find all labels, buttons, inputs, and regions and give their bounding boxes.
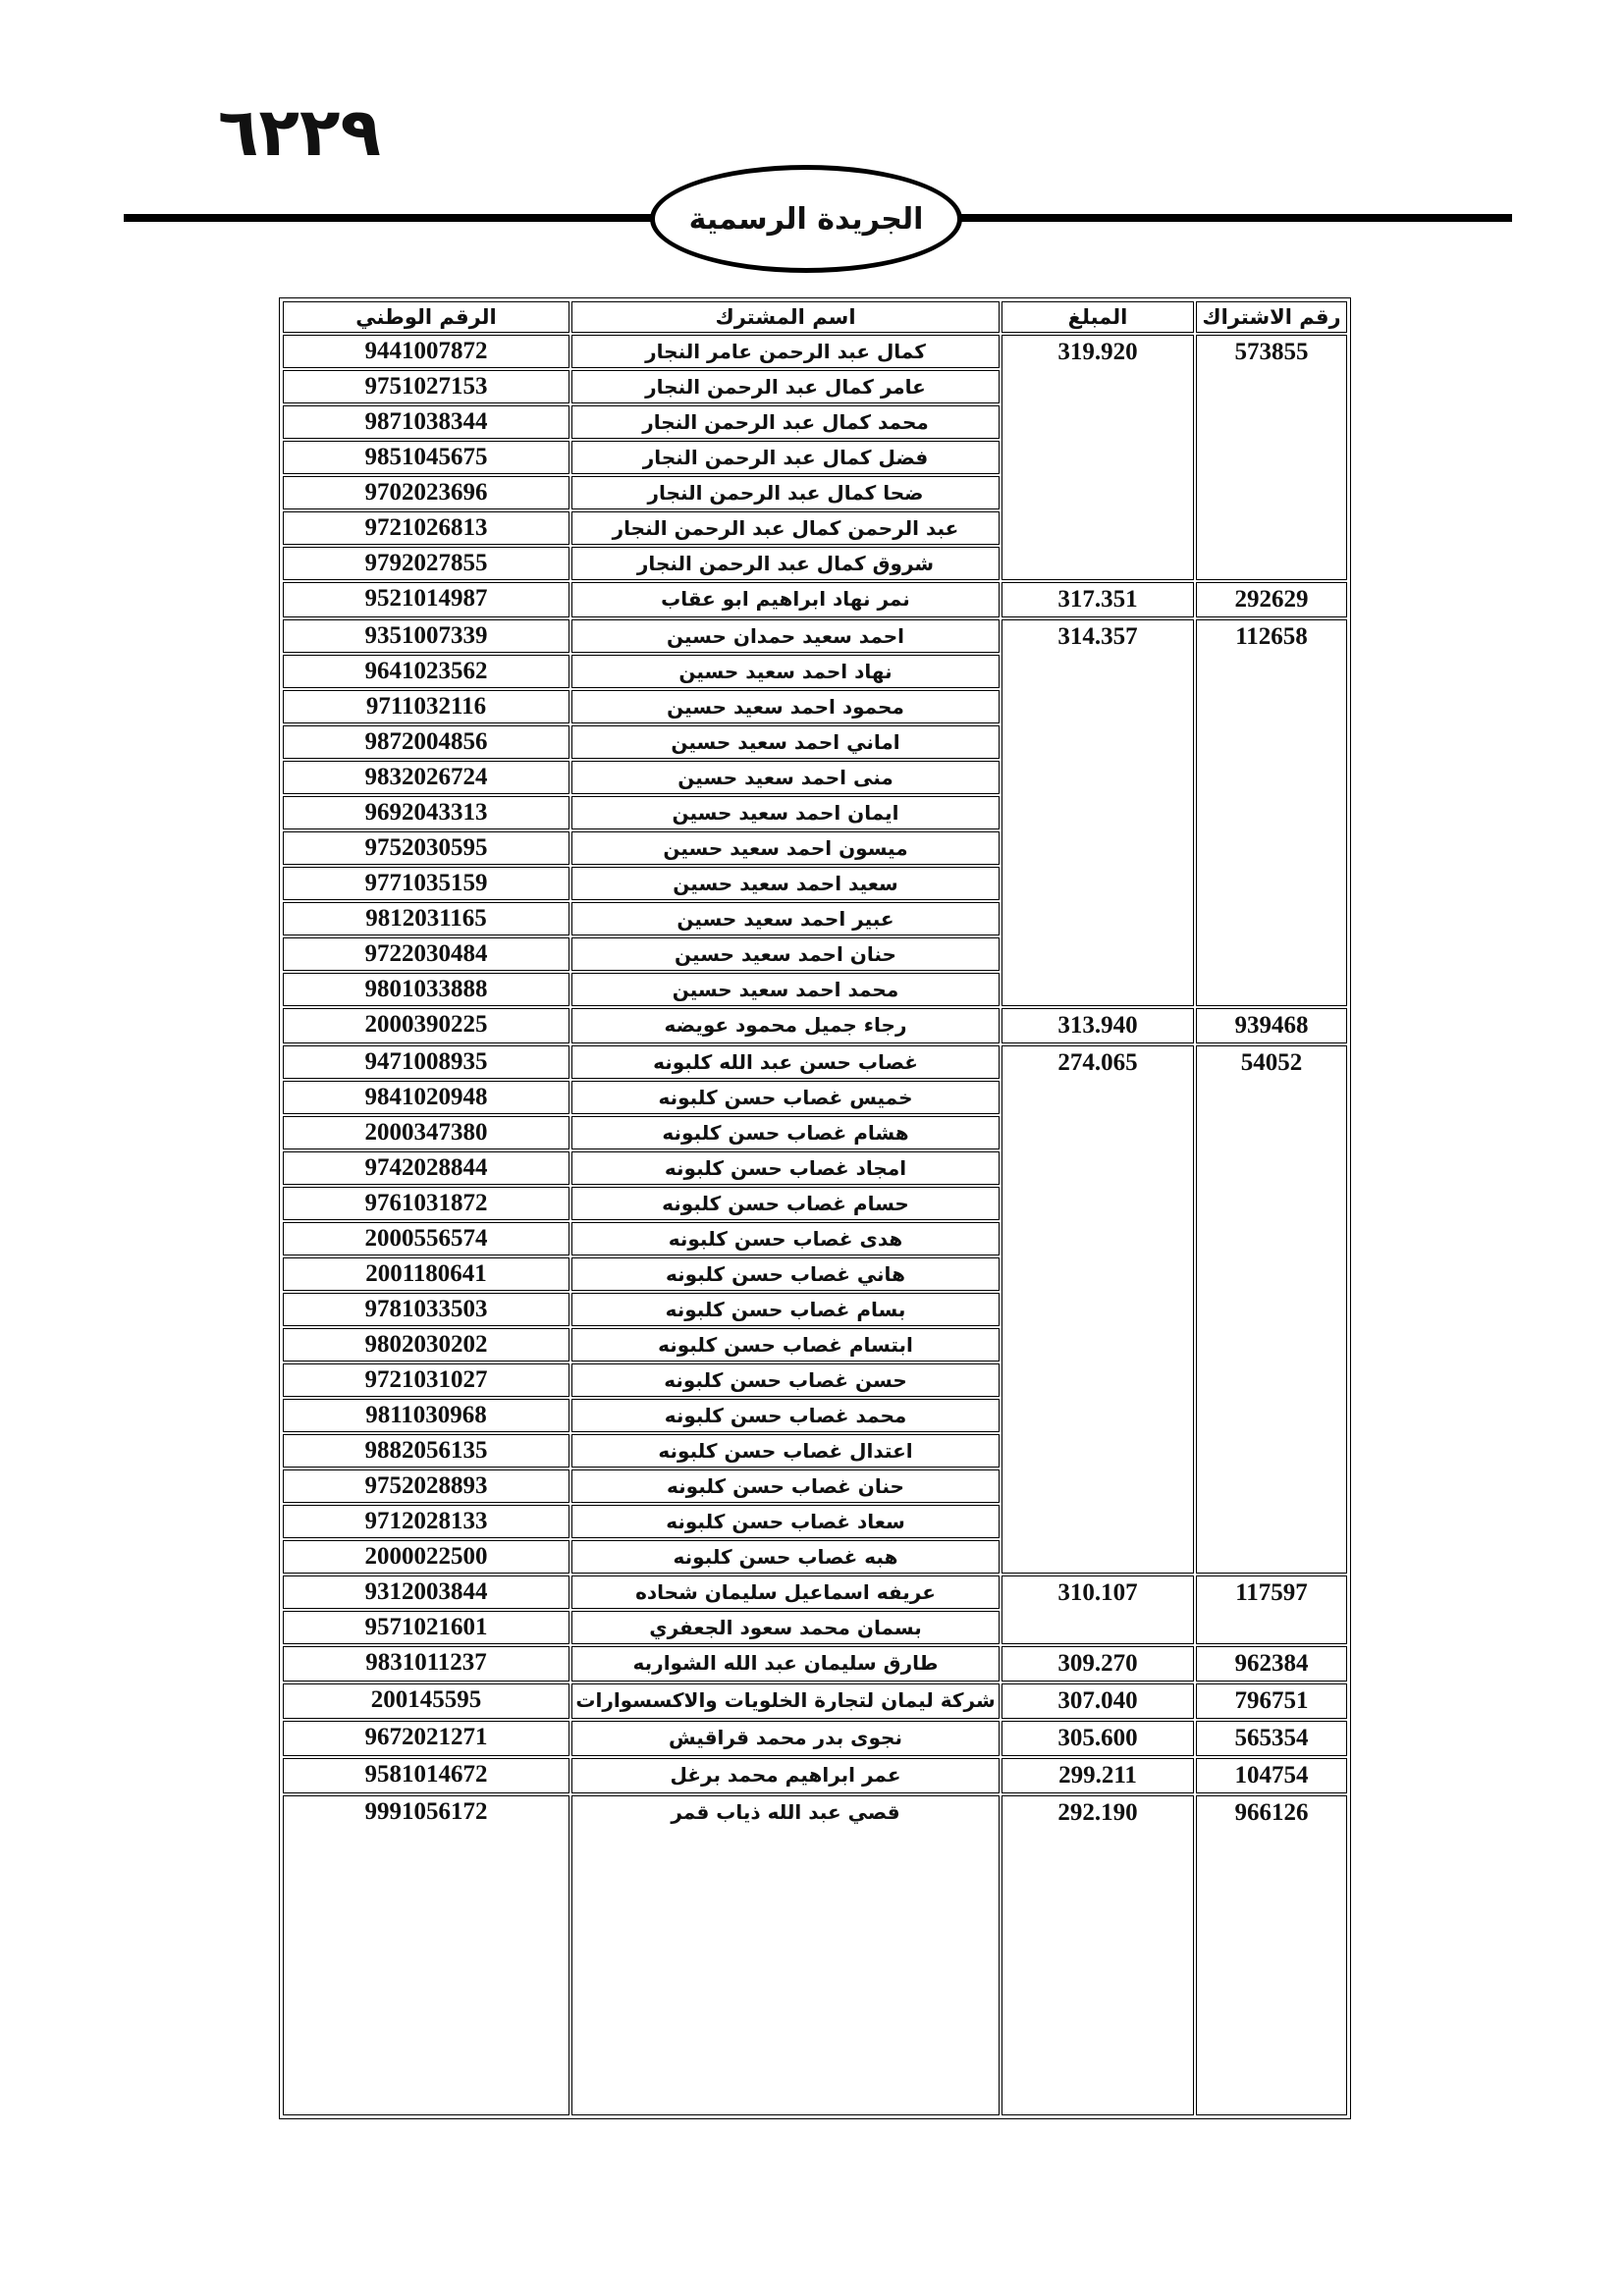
subscriber-name: حسام غصاب حسن كلبونه bbox=[571, 1187, 1000, 1220]
subscription-number: 796751 bbox=[1196, 1683, 1347, 1719]
national-id: 9351007339 bbox=[283, 619, 569, 653]
subscriber-name: منى احمد سعيد حسين bbox=[571, 761, 1000, 794]
subscriber-name: بسام غصاب حسن كلبونه bbox=[571, 1293, 1000, 1326]
national-id: 9312003844 bbox=[283, 1575, 569, 1609]
national-id: 9581014672 bbox=[283, 1758, 569, 1793]
gazette-title-seal bbox=[650, 165, 962, 273]
table-row bbox=[283, 1045, 1347, 1079]
national-id: 9761031872 bbox=[283, 1187, 569, 1220]
amount: 314.357 bbox=[1001, 619, 1194, 1006]
national-id: 9771035159 bbox=[283, 867, 569, 900]
amount: 309.270 bbox=[1001, 1646, 1194, 1682]
national-id: 9702023696 bbox=[283, 476, 569, 509]
subscriber-name: ابتسام غصاب حسن كلبونه bbox=[571, 1328, 1000, 1362]
national-id: 9751027153 bbox=[283, 370, 569, 403]
national-id: 9711032116 bbox=[283, 690, 569, 723]
table-row bbox=[283, 1008, 1347, 1043]
subscription-number: 104754 bbox=[1196, 1758, 1347, 1793]
subscribers-table bbox=[279, 297, 1351, 2119]
subscriber-name: عبير احمد سعيد حسين bbox=[571, 902, 1000, 935]
subscriber-name: ايمان احمد سعيد حسين bbox=[571, 796, 1000, 829]
subscriber-name: هدى غصاب حسن كلبونه bbox=[571, 1222, 1000, 1255]
national-id: 9521014987 bbox=[283, 582, 569, 617]
national-id: 9722030484 bbox=[283, 937, 569, 971]
subscriber-name: قصي عبد الله ذياب قمر bbox=[571, 1795, 1000, 2115]
subscriber-name: سعاد غصاب حسن كلبونه bbox=[571, 1505, 1000, 1538]
subscriber-name: نهاد احمد سعيد حسين bbox=[571, 655, 1000, 688]
national-id: 200145595 bbox=[283, 1683, 569, 1719]
national-id: 9712028133 bbox=[283, 1505, 569, 1538]
column-header-amount: المبلغ bbox=[1001, 301, 1194, 333]
table-row bbox=[283, 1758, 1347, 1793]
national-id: 2000347380 bbox=[283, 1116, 569, 1149]
national-id: 2000556574 bbox=[283, 1222, 569, 1255]
table-row bbox=[283, 1646, 1347, 1682]
subscriber-name: هبه غصاب حسن كلبونه bbox=[571, 1540, 1000, 1574]
subscriber-name: محمد كمال عبد الرحمن النجار bbox=[571, 405, 1000, 439]
amount: 310.107 bbox=[1001, 1575, 1194, 1644]
national-id: 9721031027 bbox=[283, 1363, 569, 1397]
subscriber-name: عبد الرحمن كمال عبد الرحمن النجار bbox=[571, 511, 1000, 545]
national-id: 9872004856 bbox=[283, 725, 569, 759]
gazette-title: الجريدة الرسمية bbox=[688, 201, 924, 237]
column-header-subscription: رقم الاشتراك bbox=[1196, 301, 1347, 333]
national-id: 9792027855 bbox=[283, 547, 569, 580]
subscriber-name: محمد غصاب حسن كلبونه bbox=[571, 1399, 1000, 1432]
national-id: 9571021601 bbox=[283, 1611, 569, 1644]
table-row bbox=[283, 1721, 1347, 1756]
subscriber-name: كمال عبد الرحمن عامر النجار bbox=[571, 335, 1000, 368]
subscriber-name: سعيد احمد سعيد حسين bbox=[571, 867, 1000, 900]
subscriber-name: فضل كمال عبد الرحمن النجار bbox=[571, 441, 1000, 474]
national-id: 9692043313 bbox=[283, 796, 569, 829]
subscriber-name: هشام غصاب حسن كلبونه bbox=[571, 1116, 1000, 1149]
column-header-national-id: الرقم الوطني bbox=[283, 301, 569, 333]
subscriber-name: شركة ليمان لتجارة الخلويات والاكسسوارات bbox=[571, 1683, 1000, 1719]
amount: 292.190 bbox=[1001, 1795, 1194, 2115]
subscription-number: 573855 bbox=[1196, 335, 1347, 580]
table-header-row bbox=[283, 301, 1347, 333]
subscriber-name: عمر ابراهيم محمد برغل bbox=[571, 1758, 1000, 1793]
subscriber-name: حنان احمد سعيد حسين bbox=[571, 937, 1000, 971]
subscriber-name: ميسون احمد سعيد حسين bbox=[571, 831, 1000, 865]
national-id: 9742028844 bbox=[283, 1151, 569, 1185]
national-id: 9812031165 bbox=[283, 902, 569, 935]
subscriber-name: ضحا كمال عبد الرحمن النجار bbox=[571, 476, 1000, 509]
national-id: 9441007872 bbox=[283, 335, 569, 368]
amount: 317.351 bbox=[1001, 582, 1194, 617]
subscription-number: 966126 bbox=[1196, 1795, 1347, 2115]
national-id: 9831011237 bbox=[283, 1646, 569, 1682]
amount: 313.940 bbox=[1001, 1008, 1194, 1043]
national-id: 9781033503 bbox=[283, 1293, 569, 1326]
national-id: 9811030968 bbox=[283, 1399, 569, 1432]
table-row bbox=[283, 1683, 1347, 1719]
national-id: 9641023562 bbox=[283, 655, 569, 688]
subscriber-name: محمود احمد سعيد حسين bbox=[571, 690, 1000, 723]
subscriber-name: حنان غصاب حسن كلبونه bbox=[571, 1469, 1000, 1503]
subscriber-name: خميس غصاب حسن كلبونه bbox=[571, 1081, 1000, 1114]
subscriber-name: بسمان محمد سعود الجعفري bbox=[571, 1611, 1000, 1644]
subscriber-name: رجاء جميل محمود عويضه bbox=[571, 1008, 1000, 1043]
subscriber-name: غصاب حسن عبد الله كلبونه bbox=[571, 1045, 1000, 1079]
subscriber-name: نجوى بدر محمد قراقيش bbox=[571, 1721, 1000, 1756]
national-id: 9841020948 bbox=[283, 1081, 569, 1114]
national-id: 2000390225 bbox=[283, 1008, 569, 1043]
national-id: 9752028893 bbox=[283, 1469, 569, 1503]
national-id: 9752030595 bbox=[283, 831, 569, 865]
table-row bbox=[283, 1795, 1347, 2115]
national-id: 9801033888 bbox=[283, 973, 569, 1006]
national-id: 9721026813 bbox=[283, 511, 569, 545]
subscription-number: 117597 bbox=[1196, 1575, 1347, 1644]
subscription-number: 939468 bbox=[1196, 1008, 1347, 1043]
national-id: 2000022500 bbox=[283, 1540, 569, 1574]
amount: 319.920 bbox=[1001, 335, 1194, 580]
subscriber-name: طارق سليمان عبد الله الشواربه bbox=[571, 1646, 1000, 1682]
subscriber-name: اماني احمد سعيد حسين bbox=[571, 725, 1000, 759]
subscriber-name: حسن غصاب حسن كلبونه bbox=[571, 1363, 1000, 1397]
table-row bbox=[283, 335, 1347, 368]
subscription-number: 112658 bbox=[1196, 619, 1347, 1006]
subscription-number: 962384 bbox=[1196, 1646, 1347, 1682]
table-row bbox=[283, 582, 1347, 617]
subscriber-name: شروق كمال عبد الرحمن النجار bbox=[571, 547, 1000, 580]
national-id: 9832026724 bbox=[283, 761, 569, 794]
amount: 299.211 bbox=[1001, 1758, 1194, 1793]
amount: 307.040 bbox=[1001, 1683, 1194, 1719]
column-header-name: اسم المشترك bbox=[571, 301, 1000, 333]
subscription-number: 54052 bbox=[1196, 1045, 1347, 1574]
national-id: 9991056172 bbox=[283, 1795, 569, 2115]
subscriber-name: محمد احمد سعيد حسين bbox=[571, 973, 1000, 1006]
subscriber-name: نمر نهاد ابراهيم ابو عقاب bbox=[571, 582, 1000, 617]
subscription-number: 292629 bbox=[1196, 582, 1347, 617]
subscriber-name: عريفه اسماعيل سليمان شحاده bbox=[571, 1575, 1000, 1609]
subscriber-name: احمد سعيد حمدان حسين bbox=[571, 619, 1000, 653]
subscriber-name: هاني غصاب حسن كلبونه bbox=[571, 1257, 1000, 1291]
national-id: 9802030202 bbox=[283, 1328, 569, 1362]
amount: 305.600 bbox=[1001, 1721, 1194, 1756]
table-row bbox=[283, 1575, 1347, 1609]
national-id: 9471008935 bbox=[283, 1045, 569, 1079]
subscriber-name: اعتدال غصاب حسن كلبونه bbox=[571, 1434, 1000, 1468]
subscriber-name: عامر كمال عبد الرحمن النجار bbox=[571, 370, 1000, 403]
national-id: 9672021271 bbox=[283, 1721, 569, 1756]
national-id: 9871038344 bbox=[283, 405, 569, 439]
national-id: 2001180641 bbox=[283, 1257, 569, 1291]
subscription-number: 565354 bbox=[1196, 1721, 1347, 1756]
amount: 274.065 bbox=[1001, 1045, 1194, 1574]
table-row bbox=[283, 619, 1347, 653]
page-number: ٦٢٢٩ bbox=[218, 94, 382, 172]
national-id: 9882056135 bbox=[283, 1434, 569, 1468]
subscriber-name: امجاد غصاب حسن كلبونه bbox=[571, 1151, 1000, 1185]
national-id: 9851045675 bbox=[283, 441, 569, 474]
